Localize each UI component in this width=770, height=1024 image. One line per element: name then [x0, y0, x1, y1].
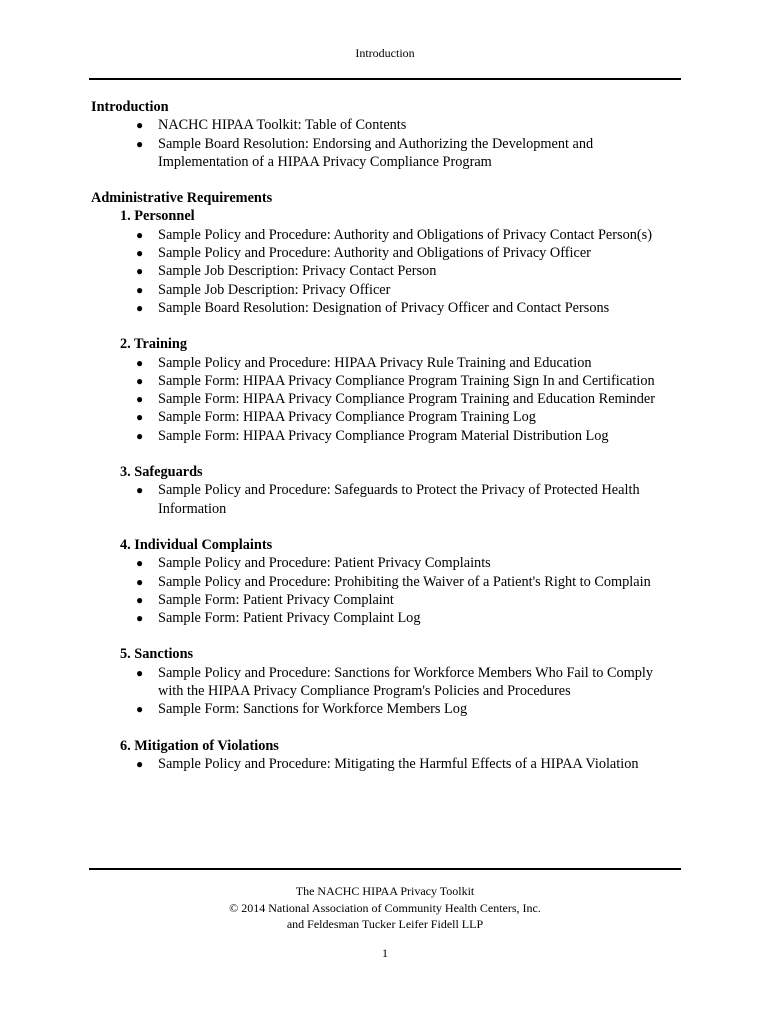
list-item: ● Sample Policy and Procedure: Patient Privacy Complaints	[136, 555, 491, 572]
bullet-icon: ●	[136, 118, 144, 133]
list-item: ● Sample Form: HIPAA Privacy Compliance Program Training and Education Reminder	[136, 391, 656, 408]
subsection-heading-mitigation-of-violations: 6. Mitigation of Violations	[120, 737, 279, 754]
bullet-icon: ●	[136, 665, 144, 680]
bullet-icon: ●	[136, 355, 144, 370]
page-footer	[0, 883, 770, 933]
list-item: ● Sample Job Description: Privacy Contact Person	[136, 263, 437, 280]
subsection-heading-safeguards: 3. Safeguards	[120, 464, 203, 481]
bullet-icon: ●	[136, 264, 144, 279]
bullet-icon: ●	[136, 556, 144, 571]
toc-content	[91, 98, 681, 773]
list-item: ● Sample Board Resolution: Endorsing and Authorizing the Development and Implementation of a HIPAA Privacy Compliance Program	[136, 135, 594, 170]
footer-line: The NACHC HIPAA Privacy Toolkit	[295, 884, 475, 898]
list-item: ● Sample Board Resolution: Designation of Privacy Officer and Contact Persons	[136, 299, 610, 316]
subsection-heading-training: 2. Training	[120, 336, 188, 353]
running-header: Introduction	[355, 46, 415, 60]
list-item: ● Sample Form: Sanctions for Workforce Members Log	[136, 701, 468, 718]
training-list	[91, 354, 681, 445]
header-rule	[89, 78, 681, 80]
list-item: ● Sample Job Description: Privacy Officer	[136, 281, 391, 298]
list-item: ● Sample Form: Patient Privacy Complaint	[136, 591, 394, 608]
list-item: ● NACHC HIPAA Toolkit: Table of Contents	[136, 117, 407, 134]
section-heading-administrative-requirements: Administrative Requirements	[91, 190, 273, 207]
complaints-list	[91, 554, 681, 627]
introduction-list	[91, 116, 681, 171]
bullet-icon: ●	[136, 428, 144, 443]
bullet-icon: ●	[136, 611, 144, 626]
subsection-heading-individual-complaints: 4. Individual Complaints	[120, 536, 273, 553]
subsection-heading-sanctions: 5. Sanctions	[120, 646, 194, 663]
list-item: ● Sample Policy and Procedure: HIPAA Privacy Rule Training and Education	[136, 354, 592, 371]
bullet-icon: ●	[136, 227, 144, 242]
bullet-icon: ●	[136, 574, 144, 589]
page-number: 1	[382, 946, 388, 960]
list-item: ● Sample Policy and Procedure: Authority and Obligations of Privacy Officer	[136, 245, 591, 262]
list-item: ● Sample Form: Patient Privacy Complaint Log	[136, 610, 421, 627]
bullet-icon: ●	[136, 300, 144, 315]
bullet-icon: ●	[136, 392, 144, 407]
subsection-heading-personnel: 1. Personnel	[120, 208, 195, 225]
list-item: ● Sample Policy and Procedure: Safeguards to Protect the Privacy of Protected Health Information	[136, 482, 640, 517]
bullet-icon: ●	[136, 592, 144, 607]
footer-rule	[89, 868, 681, 870]
bullet-icon: ●	[136, 136, 144, 151]
bullet-icon: ●	[136, 373, 144, 388]
list-item: ● Sample Policy and Procedure: Authority and Obligations of Privacy Contact Person(s)	[136, 226, 652, 243]
list-item: ● Sample Policy and Procedure: Prohibiting the Waiver of a Patient's Right to Complain	[136, 573, 651, 590]
bullet-icon: ●	[136, 246, 144, 261]
list-item: ● Sample Form: HIPAA Privacy Compliance Program Material Distribution Log	[136, 427, 609, 444]
footer-line: © 2014 National Association of Community Health Centers, Inc.	[229, 900, 541, 915]
list-item: ● Sample Policy and Procedure: Sanctions for Workforce Members Who Fail to Comply with the HIPAA Privacy Compliance Program's Policies and Procedures	[136, 664, 654, 700]
bullet-icon: ●	[136, 282, 144, 297]
list-item: ● Sample Form: HIPAA Privacy Compliance Program Training Log	[136, 409, 536, 426]
bullet-icon: ●	[136, 702, 144, 717]
sanctions-list	[91, 664, 681, 719]
list-item: ● Sample Policy and Procedure: Mitigating the Harmful Effects of a HIPAA Violation	[136, 755, 639, 772]
list-item: ● Sample Form: HIPAA Privacy Compliance Program Training Sign In and Certification	[136, 372, 655, 389]
section-heading-introduction: Introduction	[91, 99, 169, 115]
bullet-icon: ●	[136, 410, 144, 425]
bullet-icon: ●	[136, 483, 144, 498]
safeguards-list	[91, 481, 681, 518]
personnel-list	[91, 226, 681, 317]
mitigation-list	[91, 755, 681, 773]
bullet-icon: ●	[136, 756, 144, 771]
footer-line: and Feldesman Tucker Leifer Fidell LLP	[286, 917, 484, 931]
